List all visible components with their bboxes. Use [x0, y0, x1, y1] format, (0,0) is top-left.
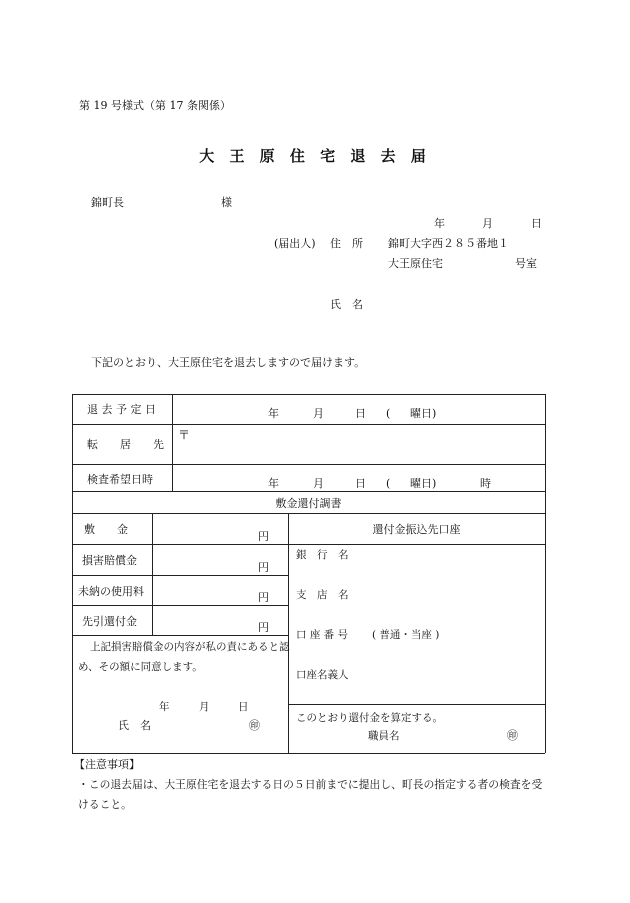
move-date-weekday: 曜日) [410, 407, 437, 420]
inspection-field[interactable] [173, 465, 545, 491]
name-label: 氏 名 [330, 298, 363, 311]
address-label: 住 所 [330, 237, 363, 250]
move-date-field[interactable] [173, 395, 545, 424]
inspection-year: 年 [268, 477, 279, 490]
residence-name: 大王原住宅 [388, 257, 443, 270]
postal-mark-icon: 〒 [178, 428, 191, 442]
date-year: 年 [434, 217, 445, 230]
account-type[interactable]: ( 普通・当座 ) [372, 629, 440, 641]
move-date-label: 退 去 予 定 日 [87, 403, 156, 416]
amount-fields[interactable] [153, 514, 288, 635]
move-date-year: 年 [268, 407, 279, 420]
consent-line1: 上記損害賠償金の内容が私の責にあると認 [90, 641, 290, 653]
account-holder-label: 口座名義人 [296, 669, 349, 681]
calc-note: このとおり還付金を算定する。 [296, 712, 443, 724]
addressee-suffix: 様 [221, 196, 232, 209]
consent-year: 年 [159, 701, 170, 713]
unpaid-rent-label: 未納の使用料 [78, 585, 144, 598]
inspection-paren: ( [386, 477, 391, 490]
move-date-paren: ( [386, 407, 391, 420]
inspection-day: 日 [355, 477, 366, 490]
address-value[interactable]: 錦町大字西２８５番地１ [388, 237, 509, 250]
unpaid-rent-unit: 円 [258, 591, 269, 604]
refund-label: 先引還付金 [82, 615, 137, 628]
notes-heading: 【注意事項】 [74, 758, 140, 771]
form-number: 第 19 号様式（第 17 条関係） [79, 99, 231, 112]
bank-fields[interactable] [360, 545, 545, 704]
new-address-field[interactable] [173, 425, 545, 464]
inspection-weekday: 曜日) [410, 477, 437, 490]
consent-day: 日 [238, 701, 249, 713]
damages-unit: 円 [258, 561, 269, 574]
intro-text: 下記のとおり、大王原住宅を退去しますので届けます。 [91, 356, 366, 369]
addressee-name: 錦町長 [91, 196, 124, 209]
staff-seal-icon: ㊞ [507, 729, 518, 742]
damages-label: 損害賠償金 [82, 554, 137, 567]
new-address-label: 転 居 先 [87, 438, 164, 451]
consent-name-label: 氏 名 [118, 719, 151, 732]
move-date-day: 日 [355, 407, 366, 420]
applicant-label: (届出人) [274, 237, 316, 250]
deposit-unit: 円 [258, 530, 269, 543]
room-suffix: 号室 [515, 257, 537, 270]
bank-title: 還付金振込先口座 [372, 523, 461, 536]
notes-line2: けること。 [78, 798, 132, 811]
consent-line2: め、その額に同意します。 [78, 661, 203, 673]
notes-line1: ・この退去届は、大王原住宅を退去する日の５日前までに提出し、町長の指定する者の検査を受 [78, 778, 543, 791]
date-day: 日 [531, 217, 542, 230]
refund-unit: 円 [258, 621, 269, 634]
deposit-section-title: 敷金還付調書 [275, 497, 342, 510]
account-number-label: 口 座 番 号 [296, 629, 349, 641]
date-month: 月 [482, 217, 493, 230]
inspection-hour: 時 [480, 477, 491, 490]
page-title: 大 王 原 住 宅 退 去 届 [199, 147, 431, 165]
move-date-month: 月 [313, 407, 324, 420]
staff-label: 職員名 [368, 730, 400, 742]
inspection-month: 月 [313, 477, 324, 490]
branch-label: 支 店 名 [296, 589, 349, 601]
inspection-label: 検査希望日時 [87, 473, 153, 486]
consent-seal-icon: ㊞ [249, 719, 260, 732]
bank-name-label: 銀 行 名 [296, 549, 349, 561]
deposit-label: 敷 金 [84, 523, 128, 536]
consent-month: 月 [199, 701, 210, 713]
